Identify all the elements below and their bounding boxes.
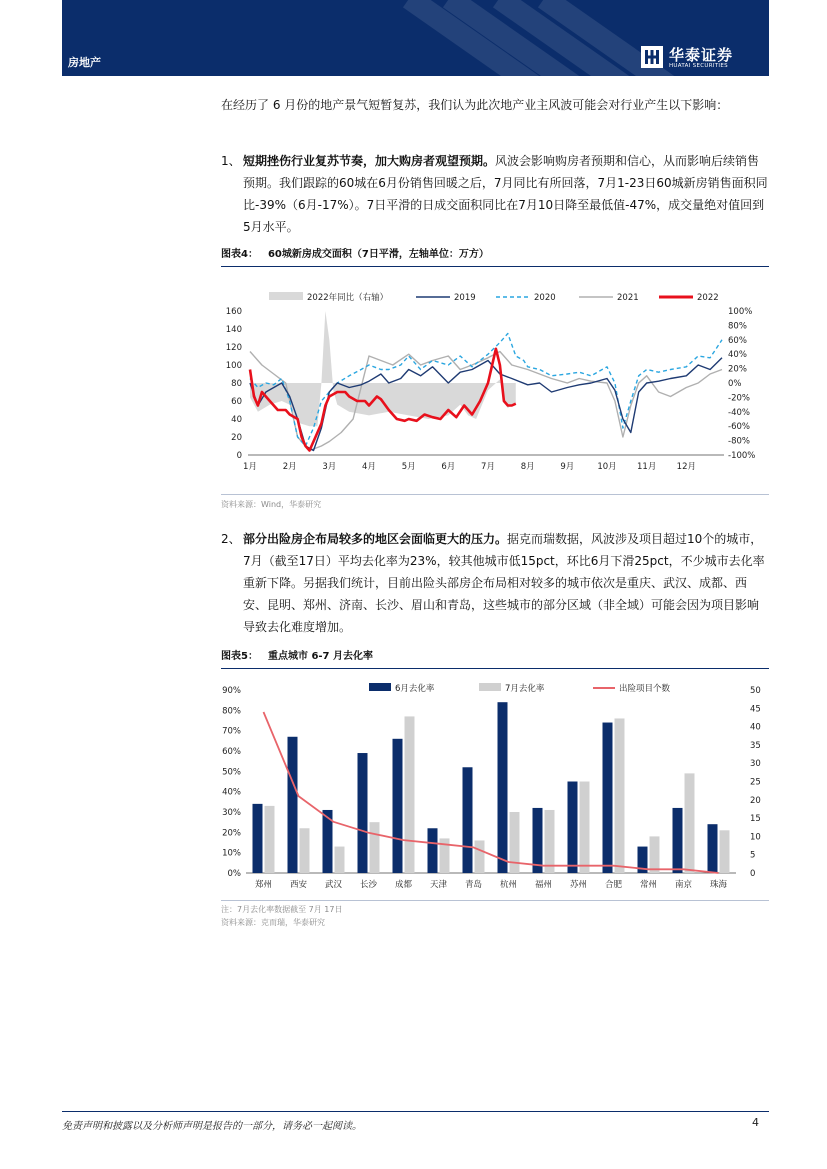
bar-july-合肥 [615, 718, 625, 873]
legend-label: 2022年同比（右轴） [307, 293, 389, 303]
y-right-tick-label: 10 [750, 832, 761, 843]
y-left-tick-label: 80 [231, 379, 242, 389]
page-header [62, 0, 769, 76]
y-left-tick-label: 50% [222, 767, 241, 778]
bar-june-南京 [673, 808, 683, 873]
bar-june-杭州 [498, 702, 508, 873]
bar-june-福州 [533, 808, 543, 873]
legend-label: 2021 [617, 293, 639, 303]
footer-disclaimer: 免责声明和披露以及分析师声明是报告的一部分，请务必一起阅读。 [62, 1121, 362, 1132]
bar-june-郑州 [253, 804, 263, 873]
legend-label: 2022 [697, 293, 719, 303]
legend-swatch-june [369, 683, 391, 691]
x-tick-label: 12月 [676, 462, 696, 472]
y-right-tick-label: 50 [750, 686, 761, 696]
y-right-tick-label: 80% [728, 321, 747, 332]
bar-july-武汉 [335, 847, 345, 873]
y-right-tick-label: -80% [728, 436, 750, 447]
x-tick-label: 常州 [639, 880, 658, 890]
y-left-tick-label: 90% [222, 686, 241, 696]
figure-4-title [221, 246, 769, 267]
bar-june-成都 [393, 739, 403, 873]
figure-4-source: 资料来源：Wind，华泰研究 [221, 500, 322, 509]
x-tick-label: 南京 [674, 880, 693, 890]
y-right-tick-label: 0% [728, 379, 742, 389]
legend-swatch-july [479, 683, 501, 691]
footer-divider [62, 1111, 769, 1112]
y-right-tick-label: 100% [728, 307, 753, 317]
y-right-tick-label: -40% [728, 407, 750, 418]
y-left-tick-label: 40% [222, 787, 241, 798]
y-left-tick-label: 140 [225, 325, 242, 335]
legend-label: 出险项目个数 [619, 684, 671, 694]
figure-4-line-chart [221, 282, 769, 482]
x-tick-label: 杭州 [499, 880, 518, 890]
legend-label: 2019 [454, 293, 476, 303]
bar-july-常州 [650, 836, 660, 873]
point-2-number: 2、 [221, 532, 241, 546]
figure-5-title [221, 648, 769, 669]
x-tick-label: 5月 [401, 462, 416, 472]
point-1-number: 1、 [221, 154, 241, 168]
y-left-tick-label: 0 [236, 451, 242, 461]
x-tick-label: 西安 [289, 880, 308, 890]
y-left-tick-label: 20 [231, 433, 242, 443]
y-right-tick-label: 30 [750, 759, 761, 770]
bar-july-南京 [685, 773, 695, 873]
figure-4-tag: 图表4： [221, 249, 258, 260]
x-tick-label: 天津 [429, 880, 448, 890]
y-right-tick-label: -60% [728, 422, 750, 433]
figure-5-bar-chart [221, 676, 769, 900]
bar-july-成都 [405, 716, 415, 873]
y-left-tick-label: 20% [222, 828, 241, 839]
point-2-heading: 部分出险房企布局较多的地区会面临更大的压力。 [243, 532, 508, 546]
figure-5-divider [221, 900, 769, 901]
x-tick-label: 11月 [637, 462, 657, 472]
bar-june-长沙 [358, 753, 368, 873]
series-line-2021 [250, 352, 722, 451]
y-left-tick-label: 10% [222, 848, 241, 859]
y-right-tick-label: 0 [750, 869, 756, 879]
x-tick-label: 成都 [394, 880, 413, 890]
intro-paragraph: 在经历了 6 月份的地产景气短暂复苏，我们认为此次地产业主风波可能会对行业产生以下影响： [221, 98, 729, 112]
bar-june-青岛 [463, 767, 473, 873]
x-tick-label: 长沙 [359, 880, 378, 890]
brand-logo [669, 44, 761, 72]
y-right-tick-label: 60% [728, 335, 747, 346]
y-left-tick-label: 0% [227, 869, 241, 879]
y-right-tick-label: 20 [750, 795, 761, 806]
brand-name-cn: 华泰证券 [669, 46, 734, 64]
point-2-text: 据克而瑞数据，风波涉及项目超过10个的城市，7月（截至17日）平均去化率为23%，较其他城市低15pct，环比6月下滑25pct，不少城市去化率重新下降。另据我们统计，目前出险头部房企布局相对较多的城市依次是重庆、武汉、成都、西安、昆明、郑州、济南、长沙、眉山和青岛，这些城市的部分区域（非全域）可能会因为项目影响导致去化难度增加。 [243, 532, 765, 634]
x-tick-label: 合肥 [604, 880, 623, 890]
bar-june-天津 [428, 828, 438, 873]
x-tick-label: 6月 [441, 462, 456, 472]
legend-label: 2020 [534, 293, 556, 303]
figure-5-tag: 图表5： [221, 651, 258, 662]
figure-4-caption: 60城新房成交面积（7日平滑，左轴单位：万方） [267, 249, 489, 260]
x-tick-label: 郑州 [254, 880, 273, 890]
y-left-tick-label: 80% [222, 706, 241, 717]
legend-swatch-area [269, 292, 303, 300]
point-2 [221, 528, 769, 638]
y-left-tick-label: 100 [225, 361, 242, 371]
figure-5-caption: 重点城市 6-7 月去化率 [267, 651, 373, 662]
point-1 [221, 150, 769, 238]
y-right-tick-label: 40 [750, 722, 761, 733]
bar-july-西安 [300, 828, 310, 873]
y-right-tick-label: 40% [728, 350, 747, 361]
point-1-heading: 短期挫伤行业复苏节奏，加大购房者观望预期。 [243, 154, 496, 168]
y-left-tick-label: 30% [222, 808, 241, 818]
bar-july-苏州 [580, 782, 590, 874]
x-tick-label: 青岛 [464, 880, 483, 890]
x-tick-label: 福州 [534, 880, 553, 890]
y-right-tick-label: -20% [728, 393, 750, 404]
figure-4-divider [221, 494, 769, 495]
y-right-tick-label: 5 [750, 850, 756, 861]
y-right-tick-label: 25 [750, 777, 761, 788]
bar-july-珠海 [720, 830, 730, 873]
x-tick-label: 10月 [597, 462, 617, 472]
figure-5-note: 注：7月去化率数据截至 7月 17日 [221, 905, 343, 914]
y-right-tick-label: 35 [750, 740, 761, 751]
point-1-text: 风波会影响购房者预期和信心，从而影响后续销售预期。我们跟踪的60城在6月份销售回暖之后，7月同比有所回落，7月1-23日60城新房销售面积同比-39%（6月-17%）。7日平滑的日成交面积同比在7月10日降至最低值-47%，成交量绝对值回到5月水平。 [243, 154, 768, 234]
y-right-tick-label: -100% [728, 451, 756, 461]
brand-logo-icon [641, 46, 663, 68]
x-tick-label: 4月 [362, 462, 376, 472]
bar-july-郑州 [265, 806, 275, 873]
legend-label: 7月去化率 [505, 684, 545, 694]
figure-5-source: 资料来源：克而瑞，华泰研究 [221, 918, 325, 927]
sector-label: 房地产 [68, 56, 101, 69]
brand-name-en: HUATAI SECURITIES [669, 63, 728, 69]
x-tick-label: 3月 [322, 462, 337, 472]
x-tick-label: 7月 [481, 462, 495, 472]
y-left-tick-label: 120 [225, 343, 242, 353]
legend-label: 6月去化率 [395, 684, 435, 694]
x-tick-label: 8月 [520, 462, 535, 472]
page-number: 4 [752, 1116, 759, 1129]
y-left-tick-label: 70% [222, 726, 241, 737]
bar-june-合肥 [603, 723, 613, 873]
bar-july-长沙 [370, 822, 380, 873]
bar-june-苏州 [568, 782, 578, 874]
y-right-tick-label: 45 [750, 704, 761, 715]
bar-june-西安 [288, 737, 298, 873]
x-tick-label: 苏州 [569, 880, 588, 890]
y-right-tick-label: 20% [728, 364, 747, 375]
y-left-tick-label: 60 [231, 397, 242, 407]
y-left-tick-label: 60% [222, 747, 241, 757]
x-tick-label: 武汉 [324, 880, 343, 890]
bar-july-青岛 [475, 840, 485, 873]
y-right-tick-label: 15 [750, 814, 761, 825]
x-tick-label: 9月 [560, 462, 575, 472]
x-tick-label: 1月 [243, 462, 257, 472]
x-tick-label: 珠海 [709, 880, 728, 890]
y-left-tick-label: 40 [231, 415, 242, 425]
bar-july-福州 [545, 810, 555, 873]
x-tick-label: 2月 [282, 462, 297, 472]
y-left-tick-label: 160 [225, 307, 242, 317]
bar-june-珠海 [708, 824, 718, 873]
